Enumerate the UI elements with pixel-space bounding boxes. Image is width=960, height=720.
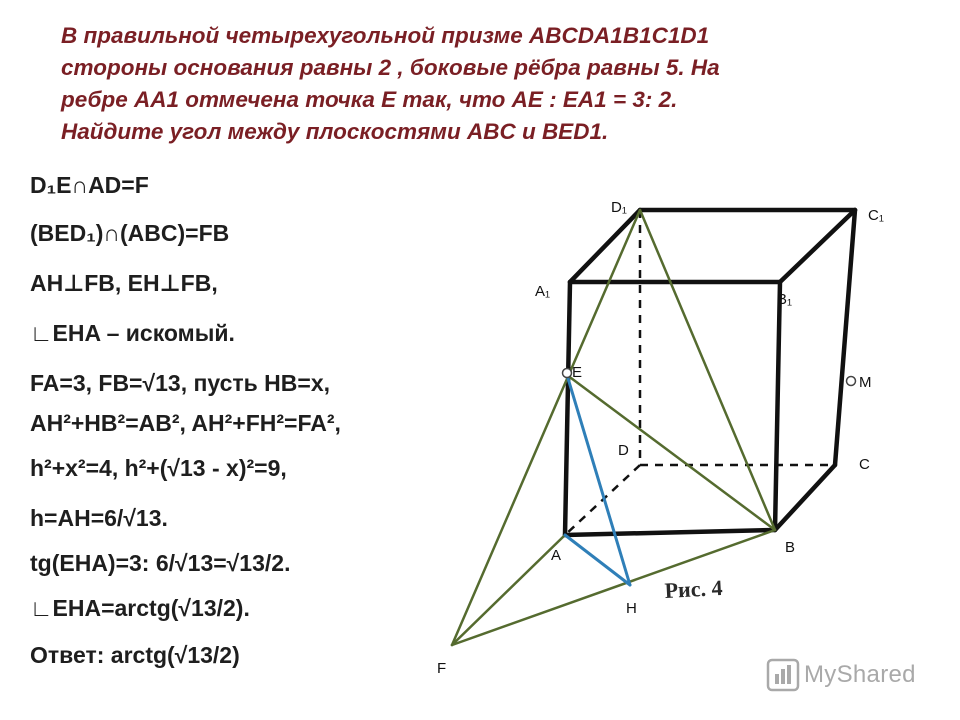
line-a-h bbox=[565, 535, 630, 585]
edge-da-hidden bbox=[565, 465, 640, 535]
label-a: A bbox=[551, 547, 562, 564]
label-d: D bbox=[618, 442, 629, 459]
hidden-edges bbox=[565, 210, 835, 535]
problem-line: ребре AA1 отмечена точка E так, что AE : EA1 = 3: 2. bbox=[61, 87, 678, 112]
line-e-b bbox=[567, 375, 775, 530]
watermark-text: MyShared bbox=[804, 661, 916, 688]
label-a1: A₁ bbox=[535, 283, 551, 300]
label-h: H bbox=[626, 600, 637, 617]
visible-edges bbox=[565, 210, 855, 535]
label-b1: B₁ bbox=[777, 291, 793, 308]
point-m-marker bbox=[847, 377, 856, 386]
solution-step: AH⊥FB, EH⊥FB, bbox=[30, 270, 218, 296]
solution-step: tg(EHA)=3: 6/√13=√13/2. bbox=[30, 550, 291, 576]
edge-c1b1 bbox=[780, 210, 855, 282]
figure-caption: Рис. 4 bbox=[663, 574, 724, 603]
line-f-b bbox=[452, 530, 775, 645]
label-f: F bbox=[437, 660, 447, 677]
perpendicular-lines bbox=[565, 375, 630, 585]
problem-line: Найдите угол между плоскостями ABC и BED1. bbox=[61, 119, 609, 144]
line-d1-b bbox=[640, 210, 775, 530]
label-m: M bbox=[859, 374, 872, 391]
solution-step: (BED₁)∩(ABC)=FB bbox=[30, 220, 230, 246]
solution-step: D₁E∩AD=F bbox=[30, 172, 149, 198]
edge-cc1 bbox=[835, 210, 855, 465]
solution-step: FA=3, FB=√13, пусть HB=x, bbox=[30, 370, 330, 396]
edge-ab bbox=[565, 530, 775, 535]
solution-step: ∟EHA=arctg(√13/2). bbox=[30, 595, 250, 621]
section-lines bbox=[452, 210, 775, 645]
edge-bb1 bbox=[775, 282, 780, 530]
watermark bbox=[766, 655, 936, 695]
solution-step: AH²+HB²=AB², AH²+FH²=FA², bbox=[30, 410, 341, 436]
edge-bc bbox=[775, 465, 835, 530]
solution-step: h=AH=6/√13. bbox=[30, 505, 168, 531]
label-c1: C₁ bbox=[868, 207, 884, 224]
point-e-marker bbox=[563, 369, 572, 378]
solution-step: ∟EHA – искомый. bbox=[30, 320, 235, 346]
problem-line: В правильной четырехугольной призме ABCDA1B1C1D1 bbox=[61, 23, 710, 48]
solution-step: Ответ: arctg(√13/2) bbox=[30, 642, 240, 668]
label-d1: D₁ bbox=[611, 199, 627, 216]
label-c: C bbox=[859, 456, 870, 473]
line-e-h bbox=[567, 375, 630, 585]
label-b: B bbox=[785, 539, 796, 556]
solution-step: h²+x²=4, h²+(√13 - x)²=9, bbox=[30, 455, 287, 481]
problem-line: стороны основания равны 2 , боковые рёбра равны 5. На bbox=[61, 55, 720, 80]
label-e: E bbox=[572, 364, 583, 381]
watermark-logo-icon bbox=[766, 658, 800, 692]
edge-aa1 bbox=[565, 282, 570, 535]
line-d1-f bbox=[452, 210, 640, 645]
line-f-a bbox=[452, 535, 565, 645]
edge-a1d1 bbox=[570, 210, 640, 282]
